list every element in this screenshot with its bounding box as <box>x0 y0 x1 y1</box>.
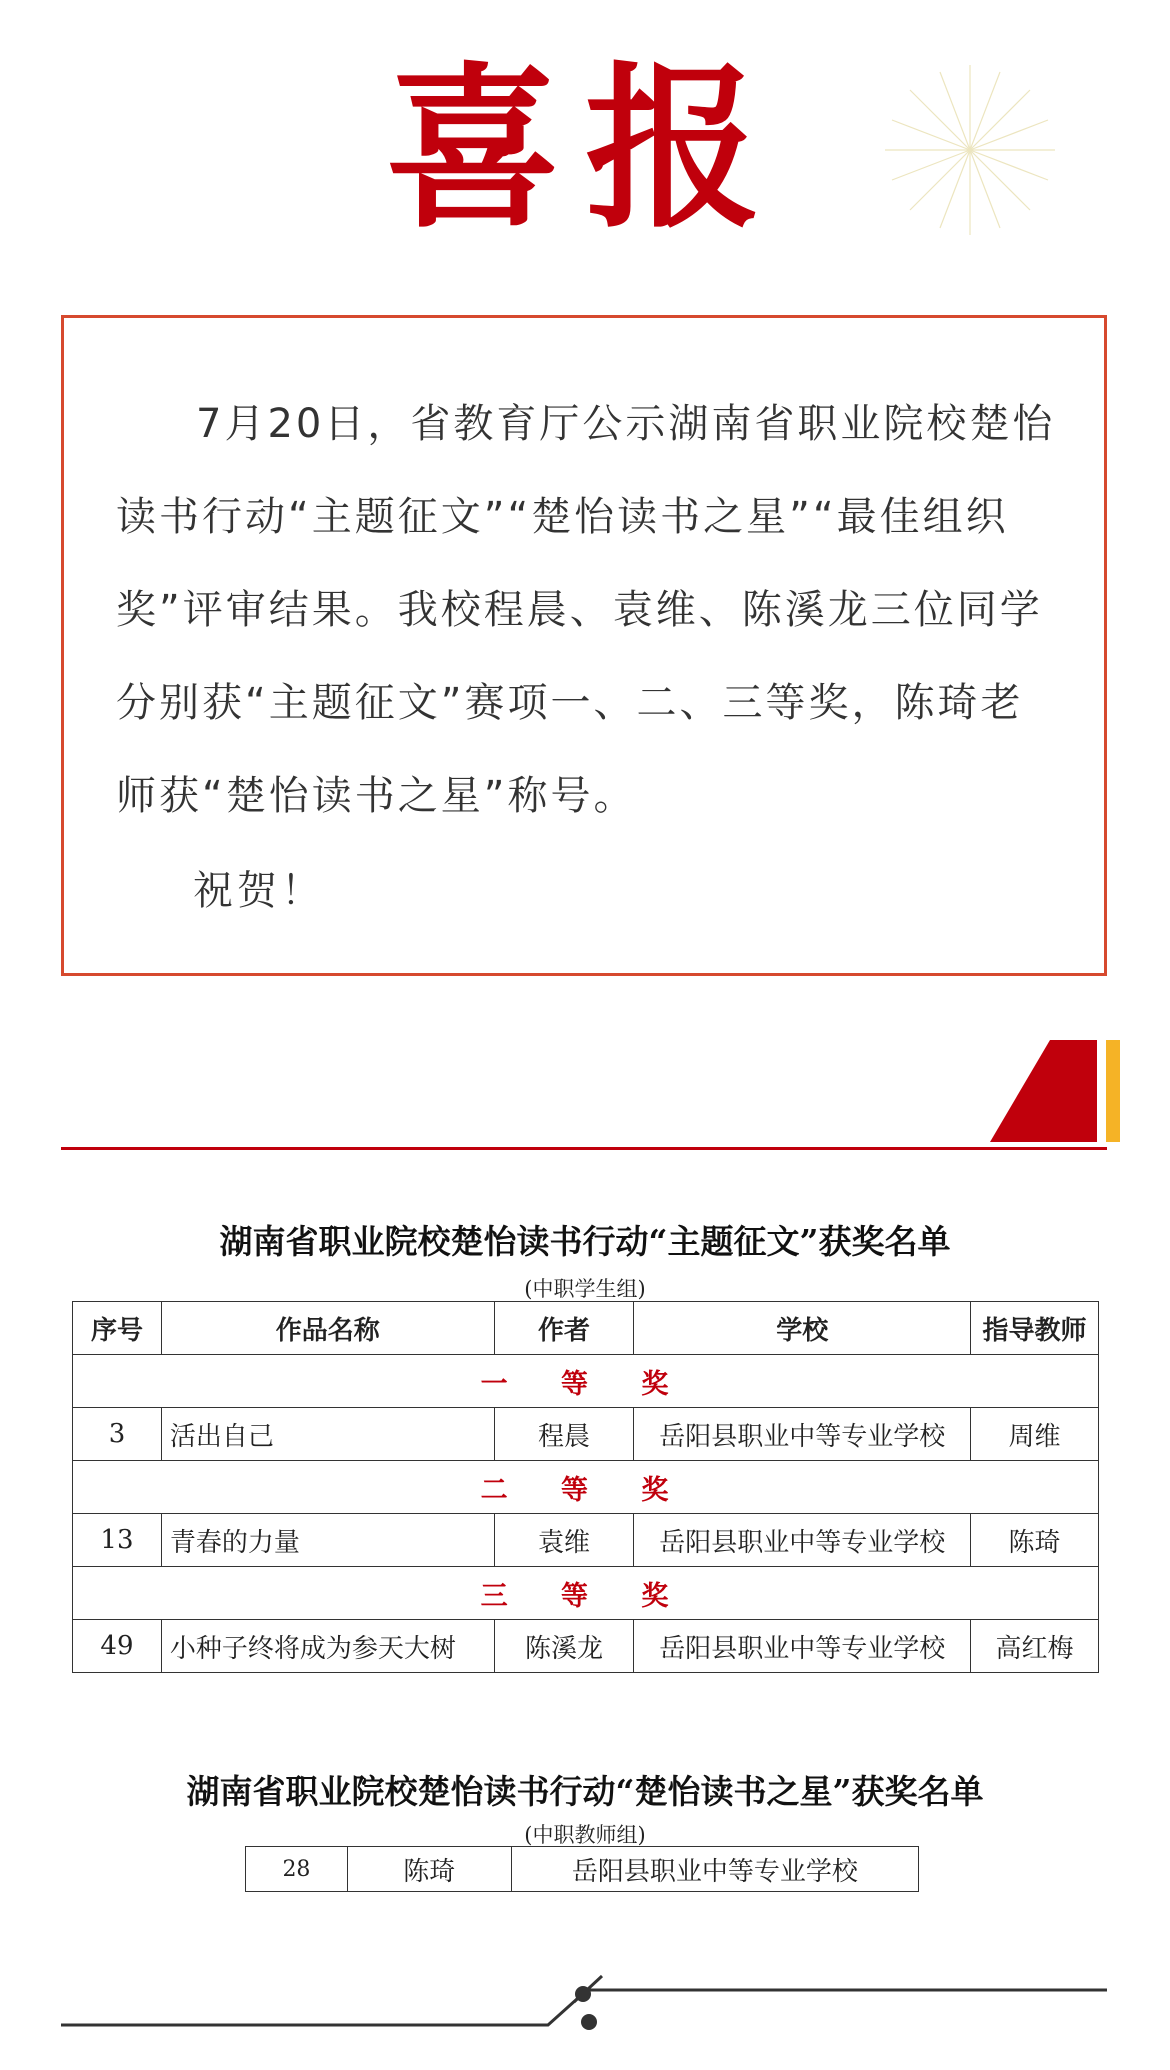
firework-decoration <box>880 60 1060 240</box>
column-header: 作品名称 <box>161 1302 494 1355</box>
award2-table <box>245 1846 919 1892</box>
award2-subtitle: (中职教师组) <box>524 1823 646 1847</box>
cell-work: 小种子终将成为参天大树 <box>161 1620 494 1673</box>
award1-subtitle: (中职学生组) <box>524 1277 646 1301</box>
cell-no: 28 <box>246 1847 348 1892</box>
cell-no: 49 <box>73 1620 162 1673</box>
cell-work: 活出自己 <box>161 1408 494 1461</box>
cell-name: 陈琦 <box>347 1847 511 1892</box>
second-prize-label: 二 等 奖 <box>73 1461 1099 1514</box>
notice-line: 分别获“主题征文”赛项一、二、三等奖，陈琦老 <box>116 680 1024 726</box>
bottom-decoration <box>0 1960 1170 2070</box>
cell-teacher: 周维 <box>971 1408 1099 1461</box>
award2-title: 湖南省职业院校楚怡读书行动“楚怡读书之星”获奖名单 <box>186 1772 984 1811</box>
table-row <box>73 1514 1099 1567</box>
cell-teacher: 高红梅 <box>971 1620 1099 1673</box>
table-header-row <box>73 1302 1099 1355</box>
notice-paragraph <box>116 378 1064 843</box>
first-prize-label: 一 等 奖 <box>73 1355 1099 1408</box>
cell-school: 岳阳县职业中等专业学校 <box>634 1620 971 1673</box>
column-header: 序号 <box>73 1302 162 1355</box>
cell-work: 青春的力量 <box>161 1514 494 1567</box>
divider-decoration <box>0 1020 1170 1170</box>
column-header: 学校 <box>634 1302 971 1355</box>
cell-author: 程晨 <box>494 1408 634 1461</box>
notice-line: 奖”评审结果。我校程晨、袁维、陈溪龙三位同学 <box>116 587 1043 633</box>
column-header: 作者 <box>494 1302 634 1355</box>
cell-author: 陈溪龙 <box>494 1620 634 1673</box>
table-row <box>246 1847 919 1892</box>
table-row <box>73 1408 1099 1461</box>
notice-line: 师获“楚怡读书之星”称号。 <box>116 773 637 819</box>
prize-row <box>73 1355 1099 1408</box>
cell-author: 袁维 <box>494 1514 634 1567</box>
congrats-text: 祝贺！ <box>193 868 325 914</box>
cell-school: 岳阳县职业中等专业学校 <box>634 1408 971 1461</box>
column-header: 指导教师 <box>971 1302 1099 1355</box>
cell-teacher: 陈琦 <box>971 1514 1099 1567</box>
prize-row <box>73 1461 1099 1514</box>
cell-school: 岳阳县职业中等专业学校 <box>511 1847 918 1892</box>
award1-title: 湖南省职业院校楚怡读书行动“主题征文”获奖名单 <box>219 1222 951 1261</box>
cell-no: 3 <box>73 1408 162 1461</box>
page-title: 喜报 <box>384 47 785 252</box>
third-prize-label: 三 等 奖 <box>73 1567 1099 1620</box>
prize-row <box>73 1567 1099 1620</box>
table-row <box>73 1620 1099 1673</box>
cell-school: 岳阳县职业中等专业学校 <box>634 1514 971 1567</box>
notice-line: 读书行动“主题征文”“楚怡读书之星”“最佳组织 <box>116 494 1009 540</box>
award1-table <box>72 1301 1099 1673</box>
notice-line: 7月20日，省教育厅公示湖南省职业院校楚怡 <box>196 401 1056 447</box>
cell-no: 13 <box>73 1514 162 1567</box>
